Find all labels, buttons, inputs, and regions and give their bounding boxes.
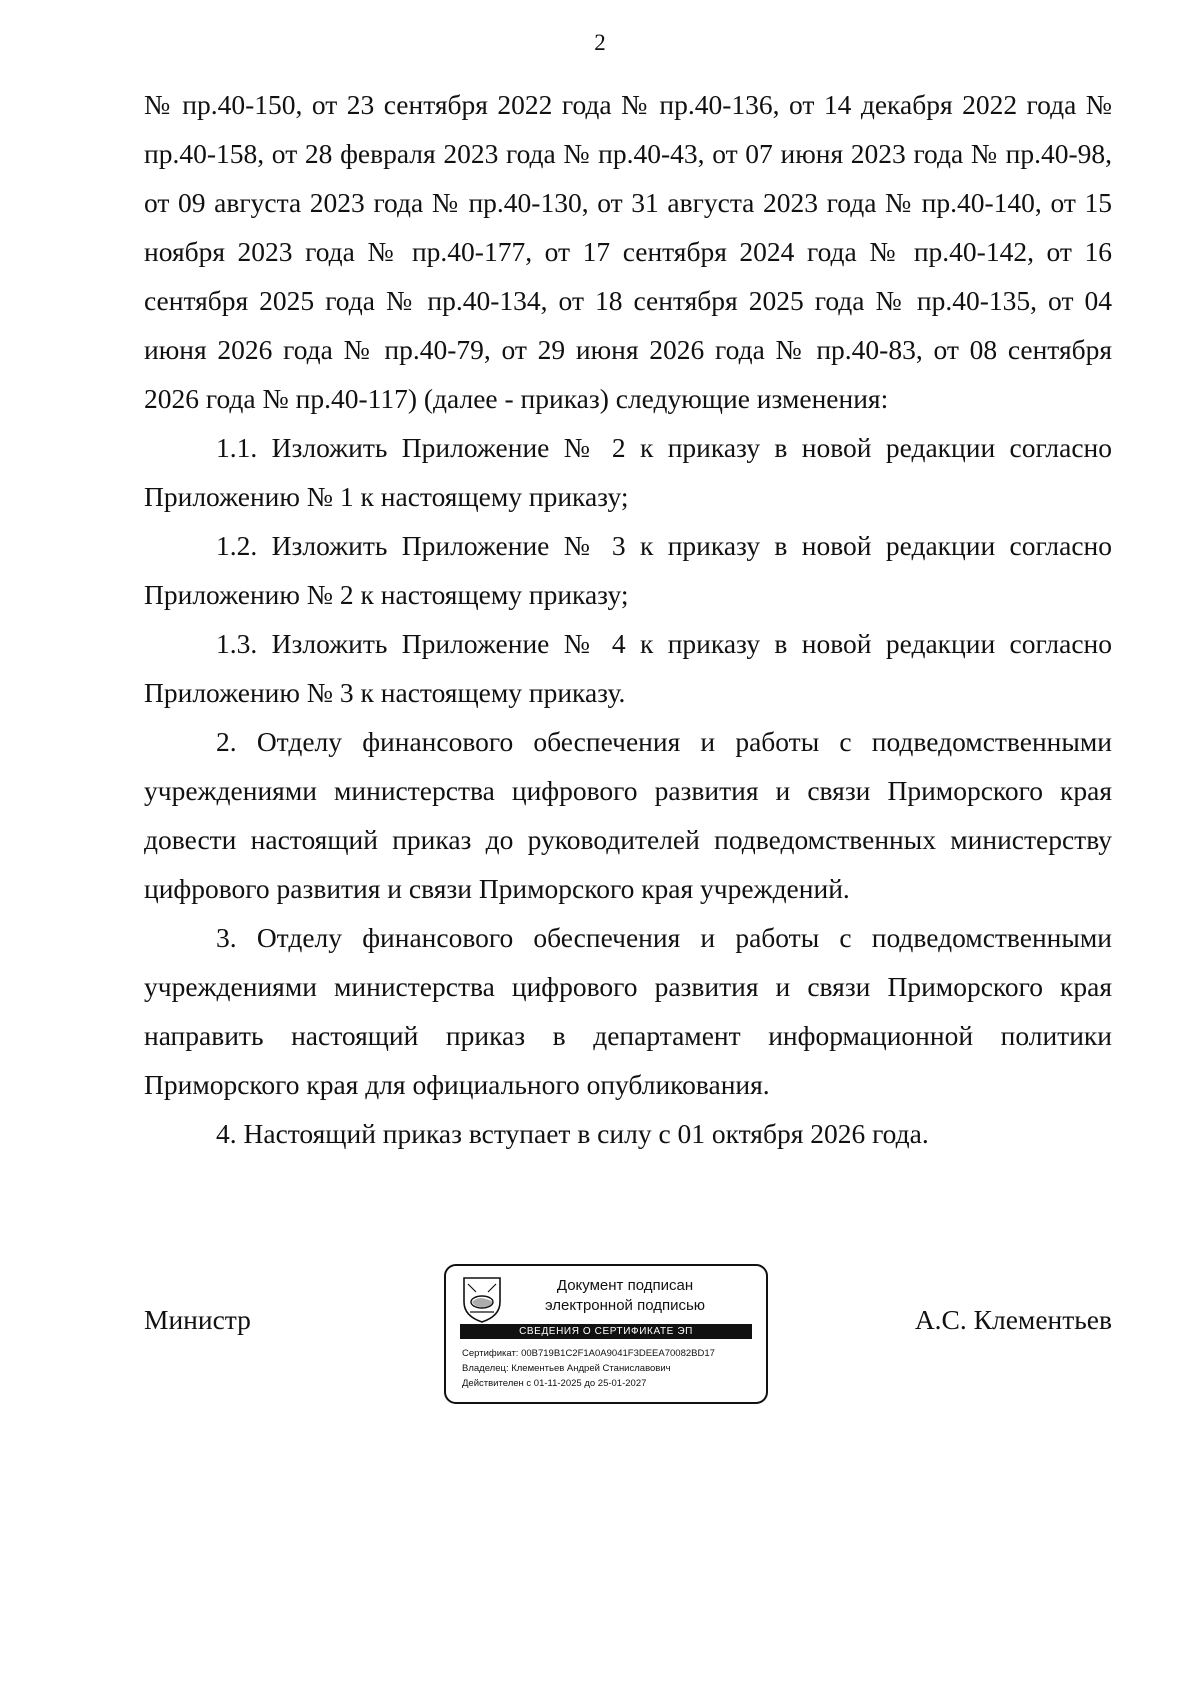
paragraph-2: 2. Отделу финансового обеспечения и работы с подведомственными учреждениями министерства цифрового развития и связи Приморского края довести настоящий приказ до руководителей подведомственных министерству цифрового развития и связи Приморского края учреждений. [144,726,1112,904]
stamp-certificate: Сертификат: 00B719B1C2F1A0A9041F3DEEA70082BD17 [462,1348,715,1359]
stamp-owner: Владелец: Клементьев Андрей Станиславович [462,1363,671,1374]
stamp-title [510,1276,740,1316]
document-body [144,80,1112,1158]
stamp-validity: Действителен с 01-11-2025 до 25-01-2027 [462,1378,647,1389]
paragraph-4: 4. Настоящий приказ вступает в силу с 01 октября 2026 года. [216,1118,929,1149]
paragraph-1-1: 1.1. Изложить Приложение № 2 к приказу в новой редакции согласно Приложению № 1 к настоящему приказу; [144,432,1112,512]
stamp-certificate-header: СВЕДЕНИЯ О СЕРТИФИКАТЕ ЭП [460,1324,752,1339]
paragraph-3: 3. Отделу финансового обеспечения и работы с подведомственными учреждениями министерства цифрового развития и связи Приморского края направить настоящий приказ в департамент информационной политики Приморского края для официального опубликования. [144,922,1112,1100]
coat-of-arms-icon [460,1274,504,1324]
signer-name: А.С. Клементьев [914,1304,1112,1335]
paragraph-1-3: 1.3. Изложить Приложение № 4 к приказу в новой редакции согласно Приложению № 3 к настоящему приказу. [144,628,1112,708]
signature-block [144,1264,1112,1414]
stamp-title-line-1: Документ подписан [556,1277,694,1294]
page-number: 2 [594,30,606,55]
stamp-details [462,1346,758,1391]
signer-title: Министр [144,1304,251,1335]
stamp-title-line-2: электронной подписью [544,1297,706,1314]
electronic-signature-stamp [444,1264,768,1404]
paragraph-1-2: 1.2. Изложить Приложение № 3 к приказу в новой редакции согласно Приложению № 2 к настоящему приказу; [144,530,1112,610]
paragraph-continuation: № пр.40-150, от 23 сентября 2022 года № пр.40-136, от 14 декабря 2022 года № пр.40-158, от 28 февраля 2023 года № пр.40-43, от 07 июня 2023 года № пр.40-98, от 09 августа 2023 года № пр.40-130, от 31 августа 2023 года № пр.40-140, от 15 ноября 2023 года № пр.40-177, от 17 сентября 2024 года № пр.40-142, от 16 сентября 2025 года № пр.40-134, от 18 сентября 2025 года № пр.40-135, от 04 июня 2026 года № пр.40-79, от 29 июня 2026 года № пр.40-83, от 08 сентября 2026 года № пр.40-117) (далее - приказ) следующие изменения: [144,89,1112,414]
